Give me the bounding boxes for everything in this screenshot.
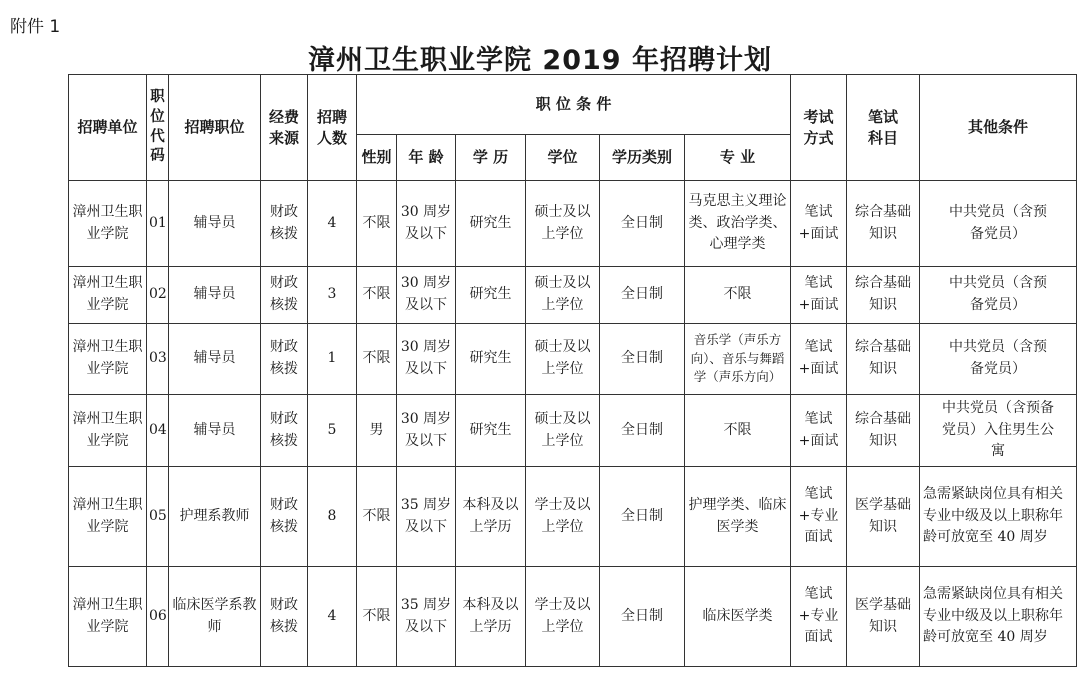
header-code: 职位代码 <box>147 75 169 181</box>
cell-gender: 不限 <box>357 567 397 667</box>
cell-degree: 学士及以上学位 <box>526 467 600 567</box>
cell-funding: 财政核拨 <box>261 267 308 324</box>
cell-written-subject: 医学基础知识 <box>847 567 920 667</box>
cell-position: 辅导员 <box>169 395 261 467</box>
cell-unit: 漳州卫生职业学院 <box>69 395 147 467</box>
header-major: 专 业 <box>685 135 791 181</box>
cell-major: 不限 <box>685 267 791 324</box>
cell-edu-type: 全日制 <box>600 467 685 567</box>
cell-edu-type: 全日制 <box>600 324 685 395</box>
cell-unit: 漳州卫生职业学院 <box>69 267 147 324</box>
header-written-subject: 笔试科目 <box>847 75 920 181</box>
cell-funding: 财政核拨 <box>261 467 308 567</box>
header-other: 其他条件 <box>920 75 1077 181</box>
cell-age: 35 周岁及以下 <box>397 567 456 667</box>
cell-code: 01 <box>147 181 169 267</box>
header-age: 年 龄 <box>397 135 456 181</box>
cell-other: 中共党员（含预备党员） <box>920 181 1077 267</box>
cell-other: 中共党员（含预备党员） <box>920 267 1077 324</box>
cell-education: 研究生 <box>456 267 526 324</box>
cell-edu-type: 全日制 <box>600 181 685 267</box>
cell-funding: 财政核拨 <box>261 181 308 267</box>
cell-code: 02 <box>147 267 169 324</box>
cell-code: 06 <box>147 567 169 667</box>
cell-exam-method: 笔试+面试 <box>791 181 847 267</box>
table-row <box>69 267 1077 324</box>
cell-count: 1 <box>308 324 357 395</box>
cell-major: 临床医学类 <box>685 567 791 667</box>
cell-gender: 不限 <box>357 267 397 324</box>
header-exam-method: 考试方式 <box>791 75 847 181</box>
cell-other: 中共党员（含预备党员） <box>920 324 1077 395</box>
cell-education: 研究生 <box>456 324 526 395</box>
cell-written-subject: 医学基础知识 <box>847 467 920 567</box>
cell-degree: 硕士及以上学位 <box>526 324 600 395</box>
cell-exam-method: 笔试+专业面试 <box>791 467 847 567</box>
recruitment-table <box>68 74 1077 667</box>
cell-count: 3 <box>308 267 357 324</box>
cell-education: 研究生 <box>456 181 526 267</box>
table-row <box>69 567 1077 667</box>
cell-major: 护理学类、临床医学类 <box>685 467 791 567</box>
cell-gender: 不限 <box>357 467 397 567</box>
cell-age: 30 周岁及以下 <box>397 267 456 324</box>
cell-edu-type: 全日制 <box>600 395 685 467</box>
header-count: 招聘人数 <box>308 75 357 181</box>
page-title: 漳州卫生职业学院 2019 年招聘计划 <box>308 45 772 76</box>
cell-degree: 学士及以上学位 <box>526 567 600 667</box>
header-degree: 学位 <box>526 135 600 181</box>
cell-exam-method: 笔试+面试 <box>791 324 847 395</box>
cell-other: 急需紧缺岗位具有相关专业中级及以上职称年龄可放宽至 40 周岁 <box>920 467 1077 567</box>
cell-code: 03 <box>147 324 169 395</box>
cell-count: 5 <box>308 395 357 467</box>
cell-degree: 硕士及以上学位 <box>526 267 600 324</box>
cell-exam-method: 笔试+面试 <box>791 395 847 467</box>
cell-funding: 财政核拨 <box>261 324 308 395</box>
cell-exam-method: 笔试+专业面试 <box>791 567 847 667</box>
cell-position: 辅导员 <box>169 181 261 267</box>
cell-position: 护理系教师 <box>169 467 261 567</box>
cell-written-subject: 综合基础知识 <box>847 395 920 467</box>
cell-gender: 不限 <box>357 324 397 395</box>
attachment-label: 附件 1 <box>10 17 61 37</box>
cell-funding: 财政核拨 <box>261 567 308 667</box>
table-row <box>69 467 1077 567</box>
cell-exam-method: 笔试+面试 <box>791 267 847 324</box>
cell-gender: 男 <box>357 395 397 467</box>
cell-edu-type: 全日制 <box>600 567 685 667</box>
cell-major: 不限 <box>685 395 791 467</box>
table-row <box>69 324 1077 395</box>
cell-funding: 财政核拨 <box>261 395 308 467</box>
cell-count: 4 <box>308 181 357 267</box>
cell-age: 30 周岁及以下 <box>397 324 456 395</box>
cell-count: 8 <box>308 467 357 567</box>
header-edu-type: 学历类别 <box>600 135 685 181</box>
header-gender: 性别 <box>357 135 397 181</box>
header-position: 招聘职位 <box>169 75 261 181</box>
cell-count: 4 <box>308 567 357 667</box>
cell-major: 马克思主义理论类、政治学类、心理学类 <box>685 181 791 267</box>
cell-degree: 硕士及以上学位 <box>526 395 600 467</box>
cell-unit: 漳州卫生职业学院 <box>69 467 147 567</box>
cell-other: 中共党员（含预备党员）入住男生公寓 <box>920 395 1077 467</box>
table-row <box>69 395 1077 467</box>
cell-age: 35 周岁及以下 <box>397 467 456 567</box>
cell-degree: 硕士及以上学位 <box>526 181 600 267</box>
cell-gender: 不限 <box>357 181 397 267</box>
cell-education: 本科及以上学历 <box>456 567 526 667</box>
cell-other: 急需紧缺岗位具有相关专业中级及以上职称年龄可放宽至 40 周岁 <box>920 567 1077 667</box>
cell-position: 辅导员 <box>169 324 261 395</box>
cell-written-subject: 综合基础知识 <box>847 267 920 324</box>
cell-written-subject: 综合基础知识 <box>847 181 920 267</box>
cell-edu-type: 全日制 <box>600 267 685 324</box>
header-conditions: 职 位 条 件 <box>357 75 791 135</box>
header-funding: 经费来源 <box>261 75 308 181</box>
cell-code: 05 <box>147 467 169 567</box>
header-unit: 招聘单位 <box>69 75 147 181</box>
cell-age: 30 周岁及以下 <box>397 395 456 467</box>
cell-unit: 漳州卫生职业学院 <box>69 567 147 667</box>
cell-unit: 漳州卫生职业学院 <box>69 181 147 267</box>
cell-written-subject: 综合基础知识 <box>847 324 920 395</box>
cell-education: 研究生 <box>456 395 526 467</box>
cell-unit: 漳州卫生职业学院 <box>69 324 147 395</box>
cell-major: 音乐学（声乐方向）、音乐与舞蹈学（声乐方向） <box>685 324 791 395</box>
header-education: 学 历 <box>456 135 526 181</box>
cell-education: 本科及以上学历 <box>456 467 526 567</box>
cell-position: 辅导员 <box>169 267 261 324</box>
cell-position: 临床医学系教师 <box>169 567 261 667</box>
table-row <box>69 181 1077 267</box>
cell-code: 04 <box>147 395 169 467</box>
cell-age: 30 周岁及以下 <box>397 181 456 267</box>
